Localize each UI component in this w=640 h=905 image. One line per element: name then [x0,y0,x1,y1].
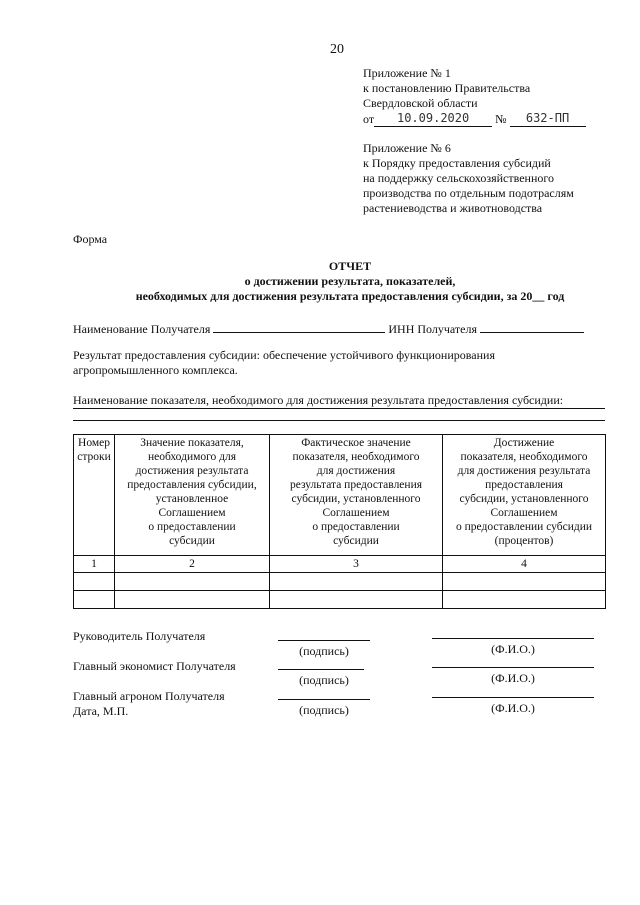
page-number: 20 [330,42,344,57]
recipient-row [73,320,584,336]
appendix-6-block [363,141,574,216]
economist-signature-line[interactable] [278,669,364,670]
appendix-1-line2: к постановлению Правительства [363,81,531,95]
table-cell[interactable] [270,573,443,591]
agronomist-fio-line[interactable] [432,697,594,698]
appendix-1-date-row [363,111,586,127]
appendix-6-line3: на поддержку сельскохозяйственного [363,171,555,185]
indicator-label: Наименование показателя, необходимого для достижения результата предоставления субсидии: [73,393,564,407]
economist-fio-line[interactable] [432,667,594,668]
head-signature-line[interactable] [278,640,370,641]
recipient-name-field[interactable] [213,320,385,333]
table-cell[interactable] [115,573,270,591]
table-cell[interactable] [443,591,606,609]
table-cell[interactable] [115,591,270,609]
appendix-1-title: Приложение № 1 [363,66,451,80]
economist-label: Главный экономист Получателя [73,659,236,673]
head-fio-line[interactable] [432,638,594,639]
table-cell[interactable] [270,591,443,609]
recipient-name-label: Наименование Получателя [73,322,211,336]
head-label: Руководитель Получателя [73,629,206,643]
result-line-2: агропромышленного комплекса. [73,363,238,377]
table-number-row [74,556,606,573]
head-fio-caption: (Ф.И.О.) [491,642,535,656]
appendix-1-block [363,66,586,127]
table-row [74,591,606,609]
header-planned-value: Значение показателя, необходимого для достижения результата предоставления субсидии, установленное Соглашением о предоставлении субсидии [115,435,270,556]
agronomist-signature-line[interactable] [278,699,370,700]
economist-fio-caption: (Ф.И.О.) [491,671,535,685]
appendix-1-line3: Свердловской области [363,96,478,110]
header-actual-value: Фактическое значение показателя, необходимого для достижения результата предоставления субсидии, установленного Соглашением о предоставлении субсидии [270,435,443,556]
form-label: Форма [73,232,108,246]
decree-number: 632-ПП [510,111,586,127]
header-achievement: Достижение показателя, необходимого для достижения результата предоставления субсидии, установленного Соглашением о предоставлении субсидии (процентов) [443,435,606,556]
column-number-1: 1 [74,556,115,573]
table-cell[interactable] [74,573,115,591]
table-header-row [74,435,606,556]
report-subtitle-1: о достижении результата, показателей, [244,274,456,288]
appendix-6-title: Приложение № 6 [363,141,451,155]
header-row-number: Номер строки [74,435,115,556]
agronomist-label: Главный агроном Получателя [73,689,225,703]
indicator-field-line-2[interactable] [73,420,605,421]
result-line-1: Результат предоставления субсидии: обеспечение устойчивого функционирования [73,348,495,362]
economist-signature-caption: (подпись) [299,673,349,687]
appendix-6-line2: к Порядку предоставления субсидий [363,156,551,170]
appendix-6-line4: производства по отдельным подотраслям [363,186,574,200]
table-row [74,573,606,591]
report-title: ОТЧЕТ [328,259,372,273]
agronomist-fio-caption: (Ф.И.О.) [491,701,535,715]
recipient-inn-field[interactable] [480,320,584,333]
agronomist-signature-caption: (подпись) [299,703,349,717]
column-number-3: 3 [270,556,443,573]
report-table [73,434,606,609]
column-number-4: 4 [443,556,606,573]
table-cell[interactable] [443,573,606,591]
appendix-6-line5: растениеводства и животноводства [363,201,543,215]
number-prefix: № [495,112,507,126]
report-subtitle-2: необходимых для достижения результата предоставления субсидии, за 20__ год [135,289,565,303]
recipient-inn-label: ИНН Получателя [388,322,478,336]
decree-date: 10.09.2020 [374,111,492,127]
date-stamp-label: Дата, М.П. [73,704,129,718]
head-signature-caption: (подпись) [299,644,349,658]
indicator-field-line-1[interactable] [73,408,605,409]
column-number-2: 2 [115,556,270,573]
table-cell[interactable] [74,591,115,609]
date-prefix: от [363,112,375,126]
